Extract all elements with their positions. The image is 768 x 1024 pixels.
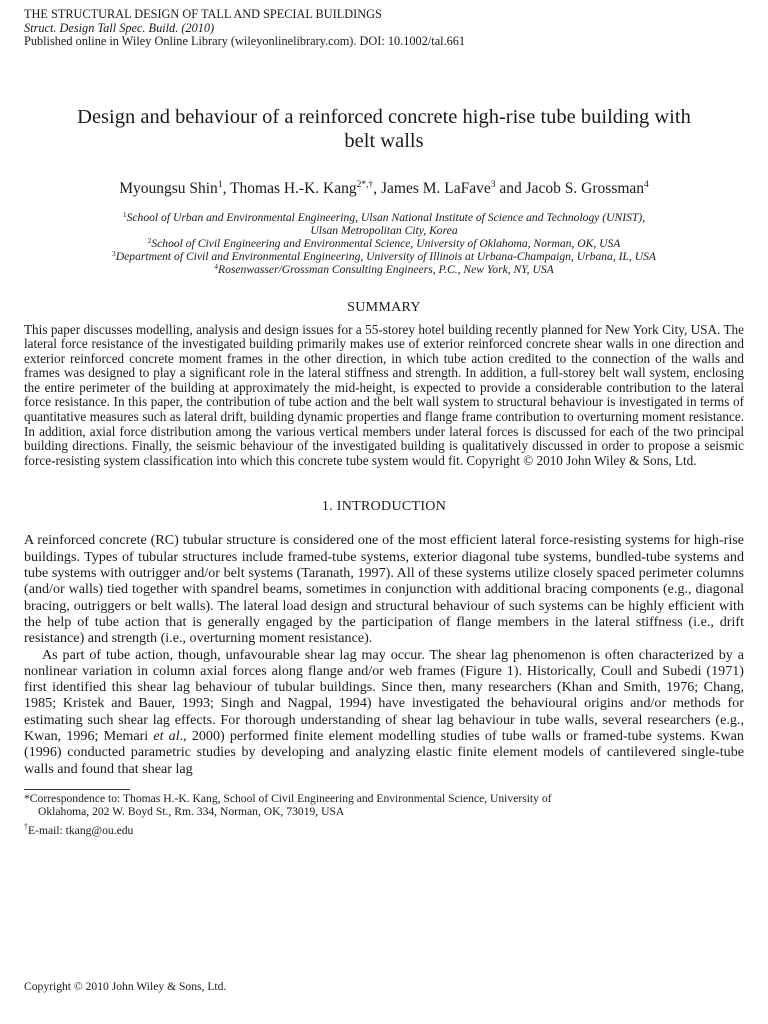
journal-name: THE STRUCTURAL DESIGN OF TALL AND SPECIAL BUILDINGS (24, 7, 382, 21)
author-3: James M. LaFave$^3$ and (380, 179, 526, 197)
affiliation-1: $^1$School of Urban and Environmental Engineering, Ulsan National Institute of Science and Technology (UNIST), (122, 209, 646, 224)
affiliation-3: $^3$Department of Civil and Environmental Engineering, University of Illinois at Urbana-Champaign, Urbana, IL, USA (112, 249, 656, 264)
affiliation-1-cont: Ulsan Metropolitan City, Korea (310, 223, 458, 237)
intro-paragraph-1: A reinforced concrete (RC) tubular structure is considered one of the most efficient lateral force-resisting systems for high-rise buildings. Types of tubular structures include framed-tube systems, exterior diagonal tube systems, bundled-tube systems and tube systems with outrigger and/or belt systems (Taranath, 1997). All of these systems utilize closely spaced perimeter columns (and/or walls) tied together with spandrel beams, sometimes in conjunction with additional bracing components (e.g., diagonal bracing, outriggers or belt walls). The lateral load design and structural behaviour of such systems can be highly efficient with the help of tube action that is generally engaged by the participation of flange members in the lateral stiffness (i.e., drift resistance) and strength (i.e., overturning moment resistance). (24, 532, 744, 647)
paper-title: Design and behaviour of a reinforced concrete high-rise tube building with belt walls (77, 105, 691, 152)
footnote-email: †E-mail: tkang@ou.edu (24, 821, 134, 837)
intro-paragraph-2: As part of tube action, though, unfavourable shear lag may occur. The shear lag phenomenon is often characterized by a nonlinear variation in column axial forces along flange and/or web frames (Figure 1). Historically, Coull and Subedi (1971) first identified this shear lag behaviour of tubular buildings. Since then, many researchers (Khan and Smith, 1976; Chang, 1985; Kristek and Bauer, 1993; Singh and Nagpal, 1994) have investigated the behavioural origins and/or methods for estimating such shear lag effects. For thorough understanding of shear lag behaviour in tube walls, several researchers (e.g., Kwan, 1996; Memari et al., 2000) performed finite element modelling studies of tube walls or framed-tube systems. Kwan (1996) conducted parametric studies by developing and analyzing elastic finite element models of cantilevered single-tube walls and found that shear lag (24, 646, 744, 777)
copyright-footer: Copyright © 2010 John Wiley & Sons, Ltd. (24, 980, 227, 993)
journal-header (24, 8, 744, 49)
footnote-correspondence: *Correspondence to: Thomas H.-K. Kang, School of Civil Engineering and Environmental Science, University of Oklahoma, 202 W. Boyd St., Rm. 334, Norman, OK, 73019, USA (24, 791, 552, 818)
introduction-heading: 1. INTRODUCTION (321, 499, 447, 515)
summary-heading: SUMMARY (347, 299, 421, 315)
summary-text: This paper discusses modelling, analysis and design issues for a 55-storey hotel building recently planned for New York City, USA. The lateral force resistance of the investigated building primarily makes use of exterior reinforced concrete shear walls in one direction and exterior reinforced concrete moment frames in the other direction, in which tube action credited to the connection of the walls and frames was designed to play a significant role in the lateral stiffness and strength. In addition, a full-storey belt wall system, enclosing the entire perimeter of the building at approximately the mid-height, is expected to provide a considerable contribution to the lateral force resistance. In this paper, the contribution of tube action and the belt wall system to structural behaviour is investigated in terms of quantitative measures such as lateral drift, building dynamic properties and flange frame contribution to overturning moment resistance. In addition, axial force distribution among the various vertical members under lateral forces is discussed for each of the two principal building directions. Finally, the seismic behaviour of the investigated building is qualitatively discussed in order to propose a seismic force-resisting system classification into which this concrete tube system would fit. Copyright © 2010 John Wiley & Sons, Ltd. (24, 321, 744, 468)
footnote-rule (24, 789, 130, 790)
author-1: Myoungsu Shin$^1$, (119, 179, 231, 197)
author-4: Jacob S. Grossman$^4$ (525, 179, 649, 197)
affiliation-2: $^2$School of Civil Engineering and Environmental Science, University of Oklahoma, Norman, OK, USA (147, 235, 621, 250)
affiliation-4: $^4$Rosenwasser/Grossman Consulting Engineers, P.C., New York, NY, USA (214, 262, 554, 277)
journal-citation: Struct. Design Tall Spec. Build. (2010) (24, 20, 215, 35)
author-2: Thomas H.-K. Kang$^{2*,\dagger}$, (230, 179, 381, 197)
author-list (24, 179, 744, 199)
affiliation-list (24, 211, 744, 277)
journal-doi-line: Published online in Wiley Online Library (wileyonlinelibrary.com). DOI: 10.1002/tal.661 (24, 34, 466, 48)
